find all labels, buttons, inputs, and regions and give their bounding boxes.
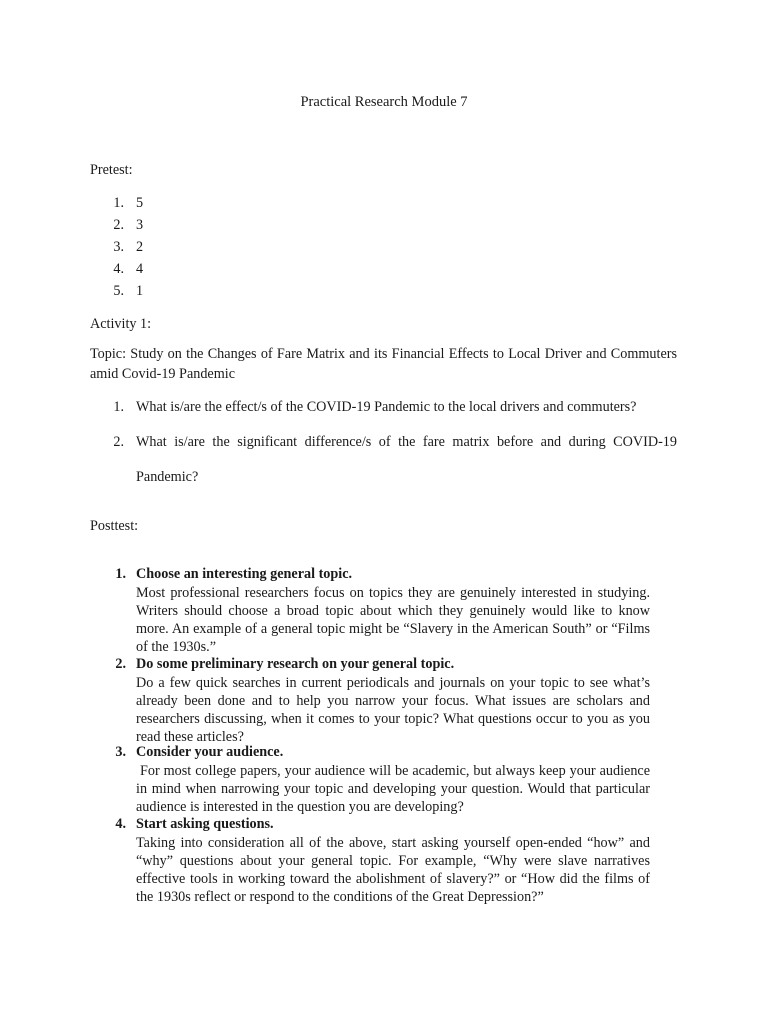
list-number: 1.	[115, 566, 126, 582]
answer-value: 5	[136, 195, 144, 211]
step-body: For most college papers, your audience will be academic, but always keep your audience in mind when narrowing your topic and developing your question. Would that particular audience is interested in the question you are developing?	[136, 763, 654, 815]
answer-value: 2	[136, 239, 144, 255]
list-number: 3.	[115, 744, 126, 760]
pretest-label: Pretest:	[90, 162, 133, 178]
list-number: 5.	[113, 283, 124, 299]
question-text: What is/are the effect/s of the COVID-19 Pandemic to the local drivers and commuters?	[136, 399, 637, 415]
list-number: 1.	[113, 195, 124, 211]
list-number: 2.	[113, 434, 124, 450]
step-heading: Consider your audience.	[136, 744, 284, 760]
list-number: 3.	[113, 239, 124, 255]
list-number: 1.	[113, 399, 124, 415]
question-text-continued: Pandemic?	[136, 469, 199, 485]
step-heading: Start asking questions.	[136, 816, 274, 832]
answer-value: 4	[136, 261, 144, 277]
topic-paragraph: Topic: Study on the Changes of Fare Matrix and its Financial Effects to Local Driver and Commuters amid Covid-19 Pandemic	[90, 346, 677, 382]
list-number: 4.	[115, 816, 126, 832]
list-number: 4.	[113, 261, 124, 277]
page-title: Practical Research Module 7	[300, 94, 468, 110]
posttest-label: Posttest:	[90, 518, 139, 534]
step-body: Taking into consideration all of the above, start asking yourself open-ended “how” and “why” questions about your general topic. For example, “Why were slave narratives effective tools in working toward the abolishment of slavery?” or “How did the films of the 1930s reflect or respond to the conditions of the Great Depression?”	[136, 835, 650, 905]
step-body: Most professional researchers focus on topics they are genuinely interested in studying. Writers should choose a broad topic about which they genuinely would like to know more. An example of a general topic might be “Slavery in the American South” or “Films of the 1930s.”	[136, 585, 650, 655]
answer-value: 3	[136, 217, 144, 233]
list-number: 2.	[115, 656, 126, 672]
question-text: What is/are the significant difference/s of the fare matrix before and during COVID-19	[136, 434, 677, 450]
step-heading: Do some preliminary research on your general topic.	[136, 656, 455, 672]
list-number: 2.	[113, 217, 124, 233]
activity-label: Activity 1:	[90, 316, 152, 332]
step-heading: Choose an interesting general topic.	[136, 566, 353, 582]
answer-value: 1	[136, 283, 144, 299]
step-body: Do a few quick searches in current periodicals and journals on your topic to see what’s already been done and to help you narrow your focus. What issues are scholars and researchers discussing, when it comes to your topic? What questions occur to you as you read these articles?	[136, 675, 650, 745]
